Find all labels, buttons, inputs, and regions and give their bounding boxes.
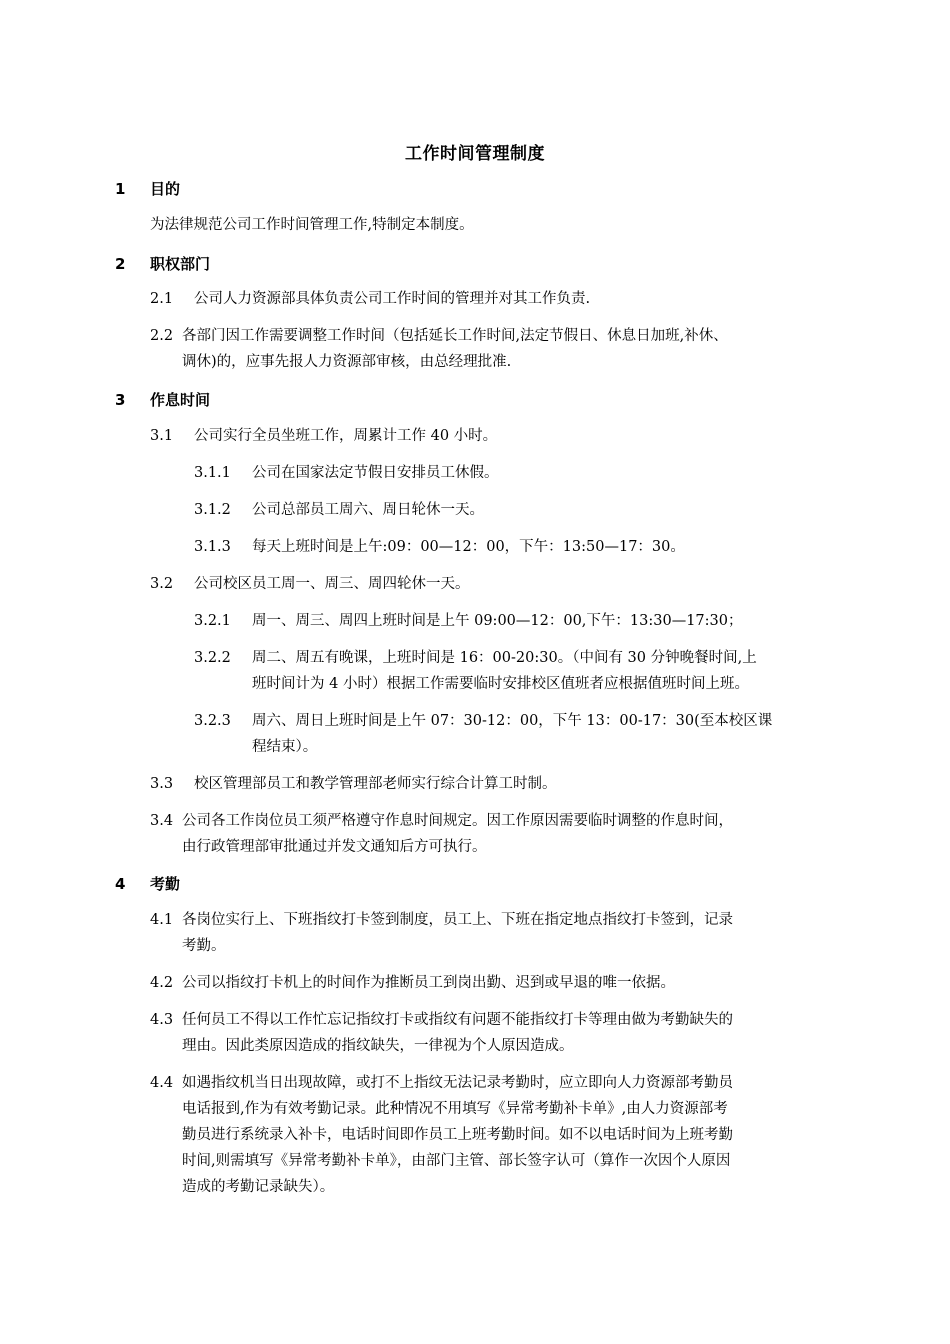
clause-3-4 bbox=[150, 808, 733, 860]
clause-number: 4.3 bbox=[150, 1012, 174, 1028]
clause-text: 公司实行全员坐班工作，周累计工作 40 小时。 bbox=[194, 428, 498, 444]
section-number: 2 bbox=[115, 255, 126, 273]
clause-text: 公司以指纹打卡机上的时间作为推断员工到岗出勤、迟到或早退的唯一依据。 bbox=[182, 975, 675, 991]
clause-number: 3.1.3 bbox=[194, 539, 231, 555]
clause-text-line: 任何员工不得以工作忙忘记指纹打卡或指纹有问题不能指纹打卡等理由做为考勤缺失的 bbox=[182, 1012, 733, 1028]
clause-number: 3.2.2 bbox=[194, 650, 231, 666]
clause-2-1 bbox=[150, 286, 590, 312]
clause-text-line: 考勤。 bbox=[182, 938, 226, 954]
section-title: 考勤 bbox=[150, 875, 181, 893]
clause-text-line: 由行政管理部审批通过并发文通知后方可执行。 bbox=[182, 839, 487, 855]
clause-3-2 bbox=[150, 571, 470, 597]
clause-text: 公司在国家法定节假日安排员工休假。 bbox=[252, 465, 499, 481]
clause-text-line: 公司各工作岗位员工须严格遵守作息时间规定。因工作原因需要临时调整的作息时间， bbox=[182, 813, 733, 829]
section-3-heading bbox=[115, 389, 210, 410]
clause-text-line: 电话报到,作为有效考勤记录。此种情况不用填写《异常考勤补卡单》,由人力资源部考 bbox=[182, 1101, 728, 1117]
clause-text: 公司总部员工周六、周日轮休一天。 bbox=[252, 502, 484, 518]
clause-text-line: 理由。因此类原因造成的指纹缺失，一律视为个人原因造成。 bbox=[182, 1038, 574, 1054]
clause-number: 3.2.1 bbox=[194, 613, 231, 629]
clause-4-2 bbox=[150, 970, 675, 996]
clause-text-line: 勤员进行系统录入补卡，电话时间即作员工上班考勤时间。如不以电话时间为上班考勤 bbox=[182, 1127, 733, 1143]
clause-number: 4.2 bbox=[150, 975, 174, 991]
clause-number: 3.1 bbox=[150, 428, 174, 444]
clause-text-line: 调休)的，应事先报人力资源部审核，由总经理批准. bbox=[182, 354, 512, 370]
section-title: 目的 bbox=[150, 180, 181, 198]
clause-number: 3.1.1 bbox=[194, 465, 231, 481]
clause-text-line: 各岗位实行上、下班指纹打卡签到制度，员工上、下班在指定地点指纹打卡签到，记录 bbox=[182, 912, 733, 928]
clause-2-2 bbox=[150, 323, 728, 375]
section-title: 作息时间 bbox=[150, 391, 211, 409]
clause-text: 周一、周三、周四上班时间是上午 09:00—12：00,下午：13:30—17:30； bbox=[252, 613, 743, 629]
clause-text-line: 班时间计为 4 小时）根据工作需要临时安排校区值班者应根据值班时间上班。 bbox=[252, 676, 749, 692]
clause-text-line: 时间,则需填写《异常考勤补卡单》，由部门主管、部长签字认可（算作一次因个人原因 bbox=[182, 1153, 731, 1169]
clause-3-1 bbox=[150, 423, 497, 449]
clause-number: 3.3 bbox=[150, 776, 174, 792]
clause-text: 校区管理部员工和教学管理部老师实行综合计算工时制。 bbox=[194, 776, 557, 792]
clause-text-line: 造成的考勤记录缺失）。 bbox=[182, 1179, 335, 1195]
clause-text-line: 程结束）。 bbox=[252, 739, 318, 755]
section-number: 4 bbox=[115, 875, 126, 893]
section-number: 1 bbox=[115, 180, 126, 198]
section-1-paragraph: 为法律规范公司工作时间管理工作,特制定本制度。 bbox=[150, 217, 474, 233]
clause-text: 每天上班时间是上午:09：00—12：00，下午：13:50—17：30。 bbox=[252, 539, 685, 555]
clause-3-1-3 bbox=[194, 534, 685, 560]
clause-3-1-2 bbox=[194, 497, 484, 523]
section-number: 3 bbox=[115, 391, 126, 409]
section-2-heading bbox=[115, 253, 210, 274]
clause-text-line: 周六、周日上班时间是上午 07：30-12：00，下午 13：00-17：30(至本校区课 bbox=[252, 713, 773, 729]
clause-number: 3.2 bbox=[150, 576, 174, 592]
clause-text-line: 如遇指纹机当日出现故障，或打不上指纹无法记录考勤时，应立即向人力资源部考勤员 bbox=[182, 1075, 733, 1091]
document-title: 工作时间管理制度 bbox=[405, 144, 545, 164]
clause-number: 2.2 bbox=[150, 328, 174, 344]
clause-3-3 bbox=[150, 771, 557, 797]
clause-3-2-3 bbox=[194, 708, 772, 760]
clause-4-4 bbox=[150, 1070, 733, 1200]
clause-number: 3.1.2 bbox=[194, 502, 231, 518]
clause-number: 4.1 bbox=[150, 912, 174, 928]
clause-text-line: 各部门因工作需要调整工作时间（包括延长工作时间,法定节假日、休息日加班,补休、 bbox=[182, 328, 728, 344]
clause-number: 4.4 bbox=[150, 1075, 174, 1091]
clause-4-3 bbox=[150, 1007, 733, 1059]
section-1-heading bbox=[115, 178, 180, 199]
section-title: 职权部门 bbox=[150, 255, 211, 273]
clause-number: 3.2.3 bbox=[194, 713, 231, 729]
clause-4-1 bbox=[150, 907, 733, 959]
clause-text: 公司人力资源部具体负责公司工作时间的管理并对其工作负责. bbox=[194, 291, 591, 307]
clause-number: 3.4 bbox=[150, 813, 174, 829]
clause-3-1-1 bbox=[194, 460, 499, 486]
clause-text-line: 周二、周五有晚课，上班时间是 16：00-20:30。（中间有 30 分钟晚餐时间,上 bbox=[252, 650, 757, 666]
clause-number: 2.1 bbox=[150, 291, 174, 307]
clause-3-2-1 bbox=[194, 608, 742, 634]
clause-3-2-2 bbox=[194, 645, 757, 697]
section-4-heading bbox=[115, 873, 180, 894]
clause-text: 公司校区员工周一、周三、周四轮休一天。 bbox=[194, 576, 470, 592]
